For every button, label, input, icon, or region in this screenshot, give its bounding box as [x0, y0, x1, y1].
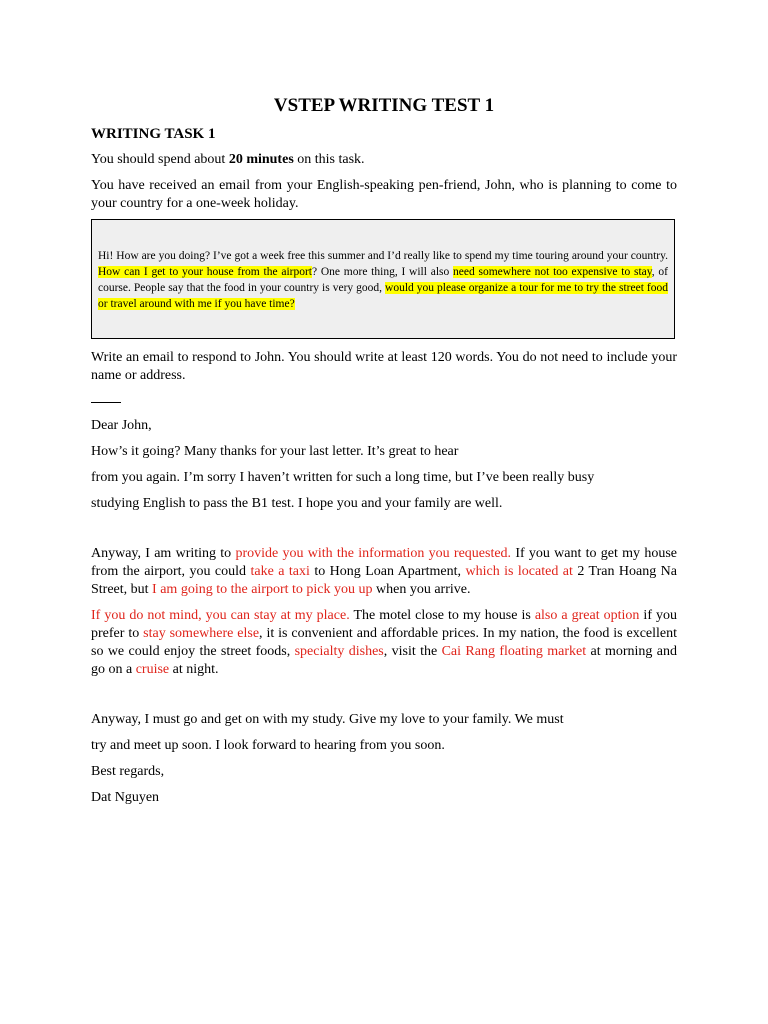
letter-closing-line: Anyway, I must go and get on with my study. Give my love to your family. We must: [91, 712, 564, 727]
email-text-2: ? One more thing, I will also: [312, 266, 454, 278]
para-text: , visit the: [383, 644, 442, 659]
task-label: WRITING TASK 1: [91, 126, 216, 142]
letter-closing-line: try and meet up soon. I look forward to hearing from you soon.: [91, 738, 445, 753]
document-title: VSTEP WRITING TEST 1: [273, 95, 495, 116]
email-highlight-2: need somewhere not too expensive to stay: [453, 266, 652, 278]
letter-opening-line: How’s it going? Many thanks for your last letter. It’s great to hear: [91, 444, 459, 459]
para-phrase-red: If you do not mind, you can stay at my place.: [91, 608, 350, 623]
para-text: at morning and go on a: [91, 644, 677, 677]
letter-sign-off: Best regards,: [91, 764, 165, 779]
para-text: at night.: [169, 662, 219, 677]
para-phrase-red: take a taxi: [250, 564, 310, 579]
letter-opening-line: from you again. I’m sorry I haven’t written for such a long time, but I’ve been really busy: [91, 470, 595, 485]
email-highlight-1: How can I get to your house from the airport: [98, 266, 312, 278]
para-text: , it is convenient and affordable prices. In my nation, the food is excellent so we could enjoy the street foods,: [91, 626, 678, 659]
email-highlight-3: would you please organize a tour for me to try the street food or travel around with me if you have time?: [98, 282, 668, 310]
para-text: to Hong Loan Apartment,: [309, 564, 466, 579]
letter-paragraph-airport: [91, 545, 677, 599]
email-text-1: Hi! How are you doing? I’ve got a week free this summer and I’d really like to spend my time touring around your country.: [98, 250, 668, 262]
para-phrase-red: cruise: [135, 662, 170, 677]
letter-paragraph-stay-food: [91, 607, 677, 679]
para-text: when you arrive.: [372, 582, 471, 597]
para-phrase-red: Cai Rang floating market: [441, 644, 587, 659]
letter-salutation: Dear John,: [91, 418, 152, 433]
para-phrase-red: provide you with the information you requested.: [235, 546, 512, 561]
para-text: Anyway, I am writing to: [91, 546, 236, 561]
time-prefix: You should spend about: [91, 152, 229, 167]
para-text: If you want to get my house from the airport, you could: [91, 546, 677, 579]
time-suffix: on this task.: [293, 152, 365, 167]
email-text-3: , of course. People say that the food in your country is very good,: [98, 266, 669, 294]
para-phrase-red: specialty dishes: [294, 644, 384, 659]
letter-opening-line: studying English to pass the B1 test. I hope you and your family are well.: [91, 496, 503, 511]
para-text: 2 Tran Hoang Na Street, but: [91, 564, 677, 597]
letter-signature: Dat Nguyen: [91, 790, 160, 805]
task-context: You have received an email from your English-speaking pen-friend, John, who is planning to come to your country for a one-week holiday.: [91, 178, 677, 211]
para-text: if you prefer to: [91, 608, 677, 641]
time-instruction: [91, 151, 677, 169]
time-duration: 20 minutes: [228, 152, 294, 167]
para-text: The motel close to my house is: [349, 608, 535, 623]
prompt-email-box: [91, 219, 675, 339]
separator-rule: [91, 402, 121, 403]
para-phrase-red: stay somewhere else: [143, 626, 260, 641]
para-phrase-red: which is located at: [465, 564, 573, 579]
para-phrase-red: I am going to the airport to pick you up: [152, 582, 373, 597]
writing-instruction: Write an email to respond to John. You should write at least 120 words. You do not need to include your name or address.: [91, 350, 677, 383]
para-phrase-red: also a great option: [534, 608, 640, 623]
